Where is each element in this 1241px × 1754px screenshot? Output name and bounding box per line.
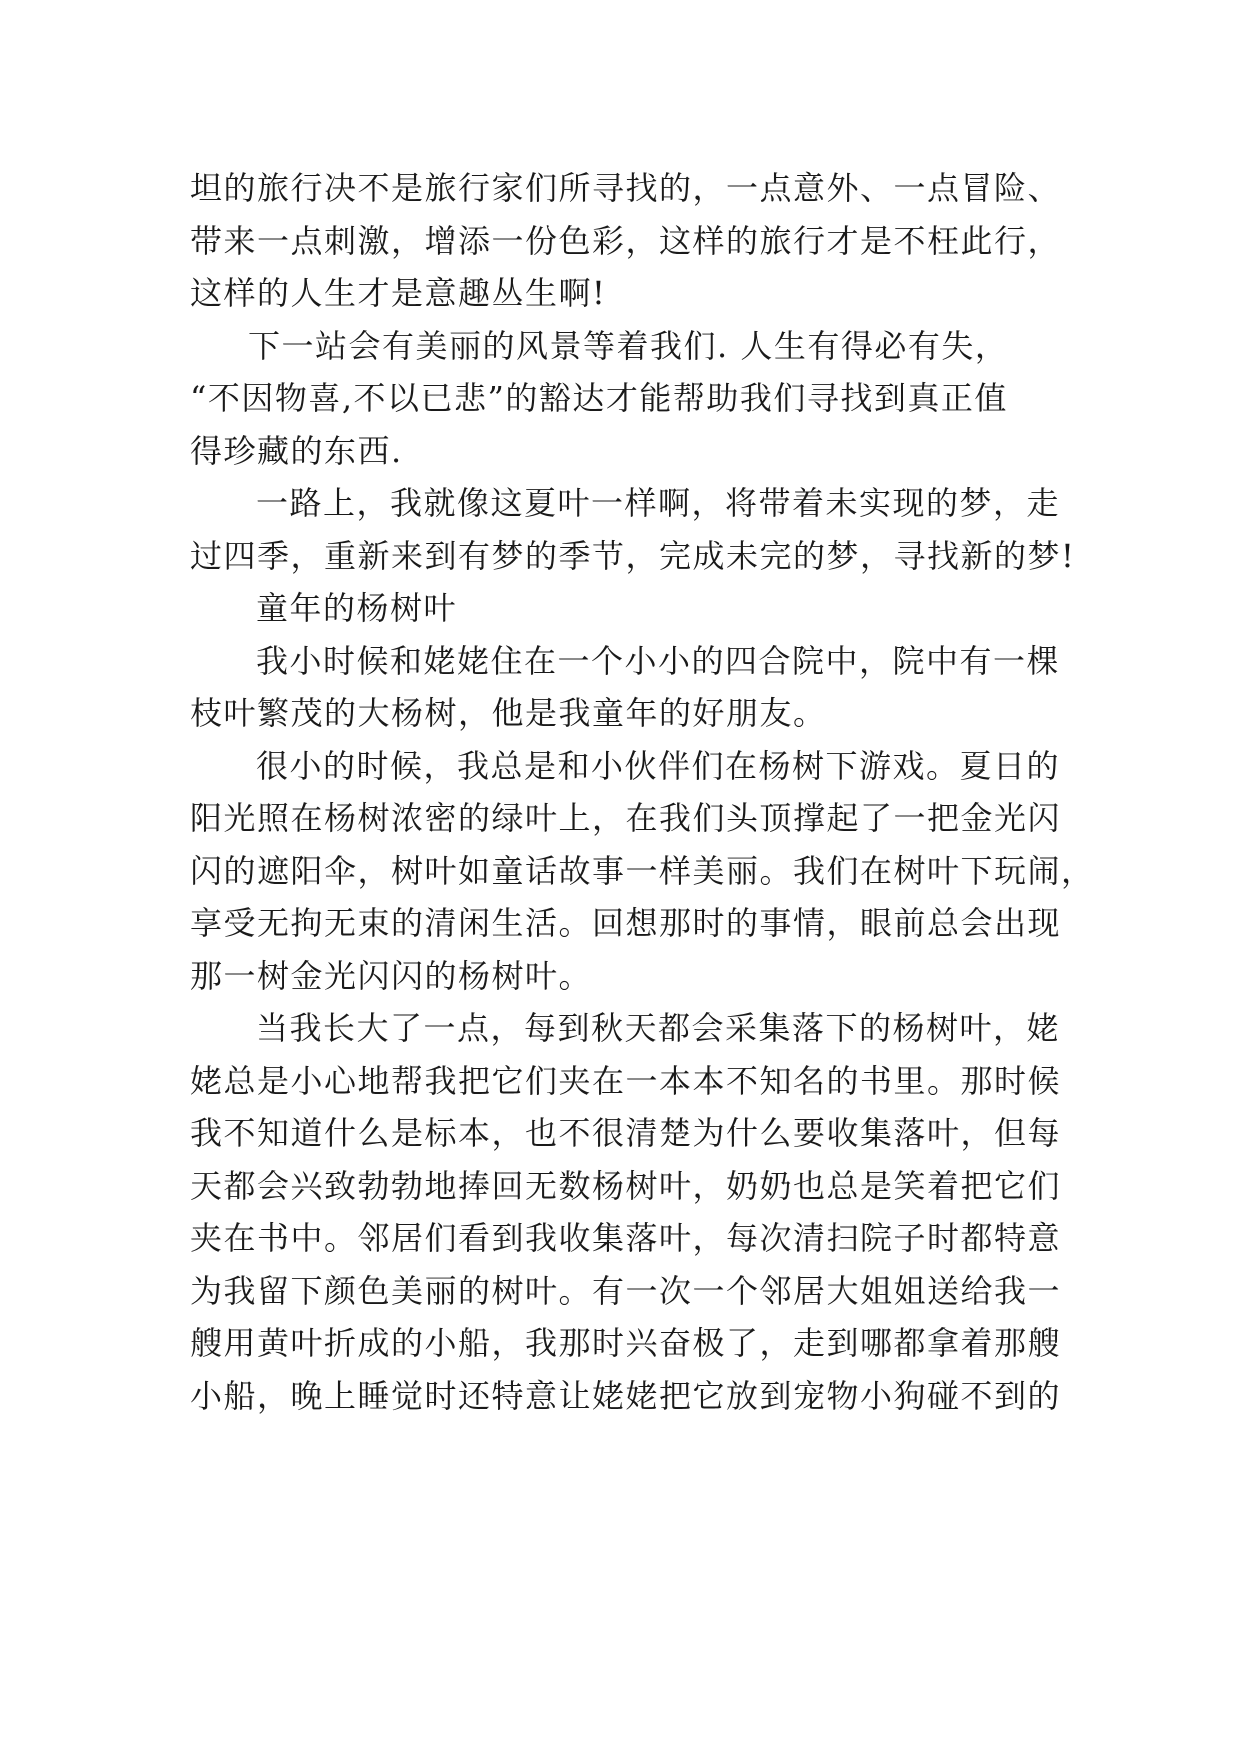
text-line: 我小时候和姥姥住在一个小小的四合院中，院中有一棵 [256,641,1061,680]
text-line: 带来一点刺激，增添一份色彩，这样的旅行才是不枉此行， [190,221,1062,260]
text-line: 小船，晚上睡觉时还特意让姥姥把它放到宠物小狗碰不到的 [190,1376,1062,1415]
text-line: 枝叶繁茂的大杨树，他是我童年的好朋友。 [190,694,827,732]
text-line: 下一站会有美丽的风景等着我们. 人生有得必有失， [248,326,1009,365]
text-line: 坦的旅行决不是旅行家们所寻找的，一点意外、一点冒险、 [190,169,1062,207]
text-line: 夹在书中。邻居们看到我收集落叶，每次清扫院子时都特意 [190,1219,1062,1257]
text-line: 姥总是小心地帮我把它们夹在一本本不知名的书里。那时候 [190,1061,1062,1100]
text-line: 得珍藏的东西. [190,431,403,470]
text-line: 过四季，重新来到有梦的季节，完成未完的梦，寻找新的梦! [190,536,1076,575]
document-body [190,162,1095,1422]
text-line: 阳光照在杨树浓密的绿叶上，在我们头顶撑起了一把金光闪 [190,799,1062,837]
text-line: 这样的人生才是意趣丛生啊! [190,274,607,312]
text-line: 当我长大了一点，每到秋天都会采集落下的杨树叶，姥 [256,1009,1061,1047]
text-line: 闪的遮阳伞，树叶如童话故事一样美丽。我们在树叶下玩闹， [190,851,1095,890]
text-line: “不因物喜,不以已悲”的豁达才能帮助我们寻找到真正值 [190,379,1008,417]
text-line: 我不知道什么是标本，也不很清楚为什么要收集落叶，但每 [190,1114,1062,1152]
text-line: 一路上，我就像这夏叶一样啊，将带着未实现的梦，走 [256,484,1061,522]
text-line: 很小的时候，我总是和小伙伴们在杨树下游戏。夏日的 [256,746,1061,785]
text-line: 那一树金光闪闪的杨树叶。 [190,956,593,995]
text-line: 享受无拘无束的清闲生活。回想那时的事情，眼前总会出现 [190,904,1062,942]
text-line: 艘用黄叶折成的小船，我那时兴奋极了，走到哪都拿着那艘 [190,1324,1062,1362]
text-line: 为我留下颜色美丽的树叶。有一次一个邻居大姐姐送给我一 [190,1271,1062,1310]
section-heading: 童年的杨树叶 [256,589,458,627]
text-line: 天都会兴致勃勃地捧回无数杨树叶，奶奶也总是笑着把它们 [190,1166,1062,1205]
